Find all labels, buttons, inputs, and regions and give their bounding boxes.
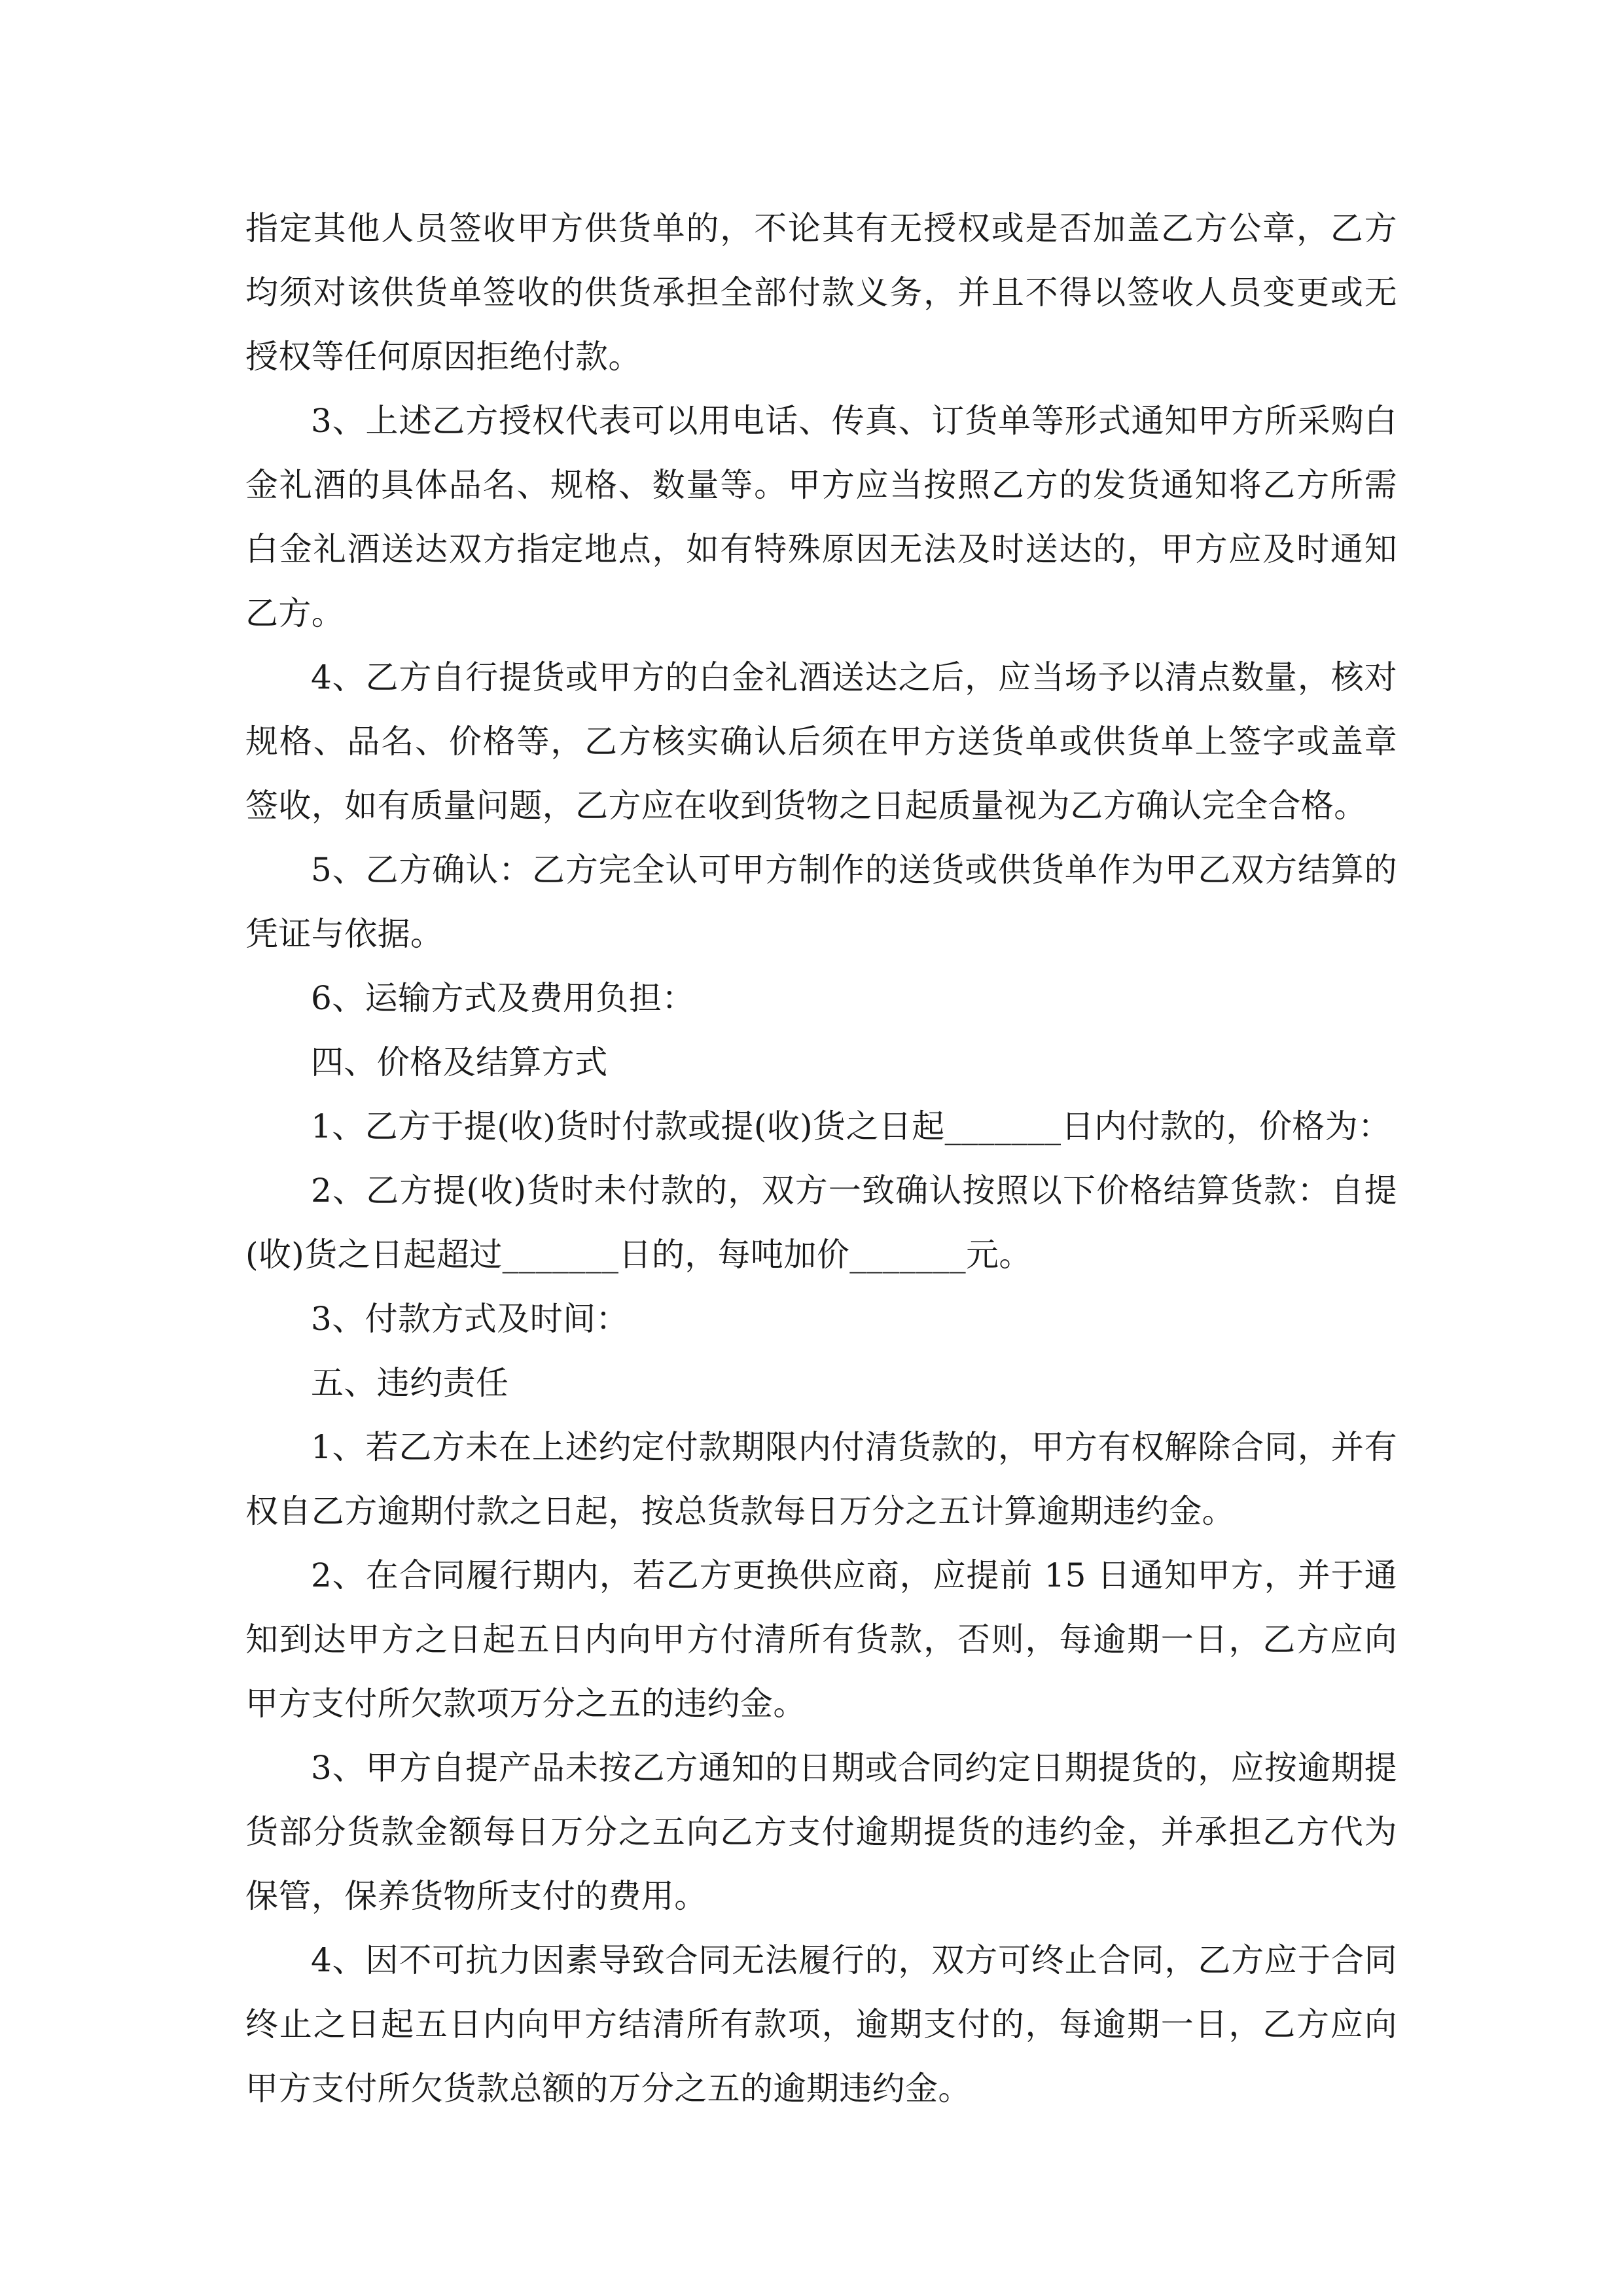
- liability-clause-3: 3、甲方自提产品未按乙方通知的日期或合同约定日期提货的，应按逾期提货部分货款金额每日万分之五向乙方支付逾期提货的违约金，并承担乙方代为保管，保养货物所支付的费用。: [245, 1749, 1397, 1915]
- contract-body: [245, 196, 1397, 2121]
- clause-6-transport: 6、运输方式及费用负担：: [311, 979, 695, 1017]
- liability-clause-1: 1、若乙方未在上述约定付款期限内付清货款的，甲方有权解除合同，并有权自乙方逾期付款之日起，按总货款每日万分之五计算逾期违约金。: [245, 1428, 1397, 1530]
- price-clause-3: 3、付款方式及时间：: [311, 1300, 629, 1338]
- clause-5-confirmation: 5、乙方确认：乙方完全认可甲方制作的送货或供货单作为甲乙双方结算的凭证与依据。: [245, 851, 1397, 953]
- section-heading-liability: 五、违约责任: [311, 1364, 509, 1402]
- paragraph-continuation: 指定其他人员签收甲方供货单的，不论其有无授权或是否加盖乙方公章，乙方均须对该供货单签收的供货承担全部付款义务，并且不得以签收人员变更或无授权等任何原因拒绝付款。: [245, 209, 1397, 376]
- price-clause-1: 1、乙方于提(收)货时付款或提(收)货之日起_______日内付款的，价格为：: [311, 1107, 1391, 1145]
- liability-clause-4: 4、因不可抗力因素导致合同无法履行的，双方可终止合同，乙方应于合同终止之日起五日内向甲方结清所有款项，逾期支付的，每逾期一日，乙方应向甲方支付所欠货款总额的万分之五的逾期违约金。: [245, 1941, 1397, 2108]
- section-heading-price-settlement: 四、价格及结算方式: [311, 1043, 608, 1081]
- price-clause-2: 2、乙方提(收)货时未付款的，双方一致确认按照以下价格结算货款：自提(收)货之日起超过_______日的，每吨加价_______元。: [245, 1172, 1397, 1274]
- liability-clause-2: 2、在合同履行期内，若乙方更换供应商，应提前 15 日通知甲方，并于通知到达甲方之日起五日内向甲方付清所有货款，否则，每逾期一日，乙方应向甲方支付所欠款项万分之五的违约金。: [245, 1556, 1397, 1723]
- clause-3-authorized-rep: 3、上述乙方授权代表可以用电话、传真、订货单等形式通知甲方所采购白金礼酒的具体品名、规格、数量等。甲方应当按照乙方的发货通知将乙方所需白金礼酒送达双方指定地点，如有特殊原因无法及时送达的，甲方应及时通知乙方。: [245, 402, 1397, 632]
- clause-4-delivery-inspection: 4、乙方自行提货或甲方的白金礼酒送达之后，应当场予以清点数量，核对规格、品名、价格等，乙方核实确认后须在甲方送货单或供货单上签字或盖章签收，如有质量问题，乙方应在收到货物之日起质量视为乙方确认完全合格。: [245, 658, 1397, 825]
